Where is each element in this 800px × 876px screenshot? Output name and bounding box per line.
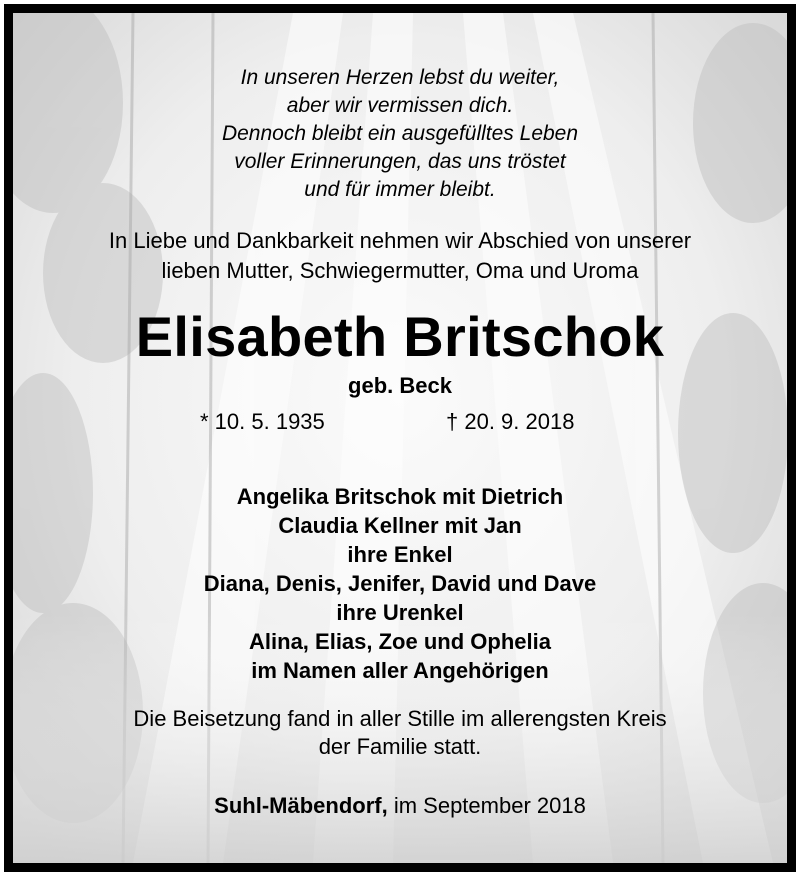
mourner-line: ihre Urenkel xyxy=(336,600,464,625)
burial-note-line: Die Beisetzung fand in aller Stille im allerengsten Kreis xyxy=(133,706,667,731)
intro-line: In Liebe und Dankbarkeit nehmen wir Abschied von unserer xyxy=(108,228,692,253)
intro-line: lieben Mutter, Schwiegermutter, Oma und Uroma xyxy=(161,258,639,283)
mourner-line: Alina, Elias, Zoe und Ophelia xyxy=(249,629,551,654)
obituary-frame xyxy=(4,4,796,872)
mourner-line: im Namen aller Angehörigen xyxy=(251,658,549,683)
verse-line: Dennoch bleibt ein ausgefülltes Leben xyxy=(221,122,579,145)
maiden-name: geb. Beck xyxy=(348,373,452,398)
mourner-line: ihre Enkel xyxy=(347,542,453,567)
verse-line: In unseren Herzen lebst du weiter, xyxy=(240,66,560,89)
burial-note-line: der Familie statt. xyxy=(318,734,482,759)
verse-line: und für immer bleibt. xyxy=(304,178,496,201)
mourner-line: Diana, Denis, Jenifer, David und Dave xyxy=(203,571,597,596)
place-date-line xyxy=(13,792,787,820)
birth-date: * 10. 5. 1935 xyxy=(200,409,325,434)
closing-date: im September 2018 xyxy=(393,793,586,818)
mourner-line: Claudia Kellner mit Jan xyxy=(278,513,522,538)
death-date: † 20. 9. 2018 xyxy=(446,409,575,434)
place: Suhl-Mäbendorf, xyxy=(214,793,388,818)
verse-line: voller Erinnerungen, das uns tröstet xyxy=(234,150,566,173)
verse-line: aber wir vermissen dich. xyxy=(286,94,514,117)
obituary-content xyxy=(13,13,787,863)
mourner-line: Angelika Britschok mit Dietrich xyxy=(236,484,564,509)
deceased-name: Elisabeth Britschok xyxy=(135,305,665,368)
